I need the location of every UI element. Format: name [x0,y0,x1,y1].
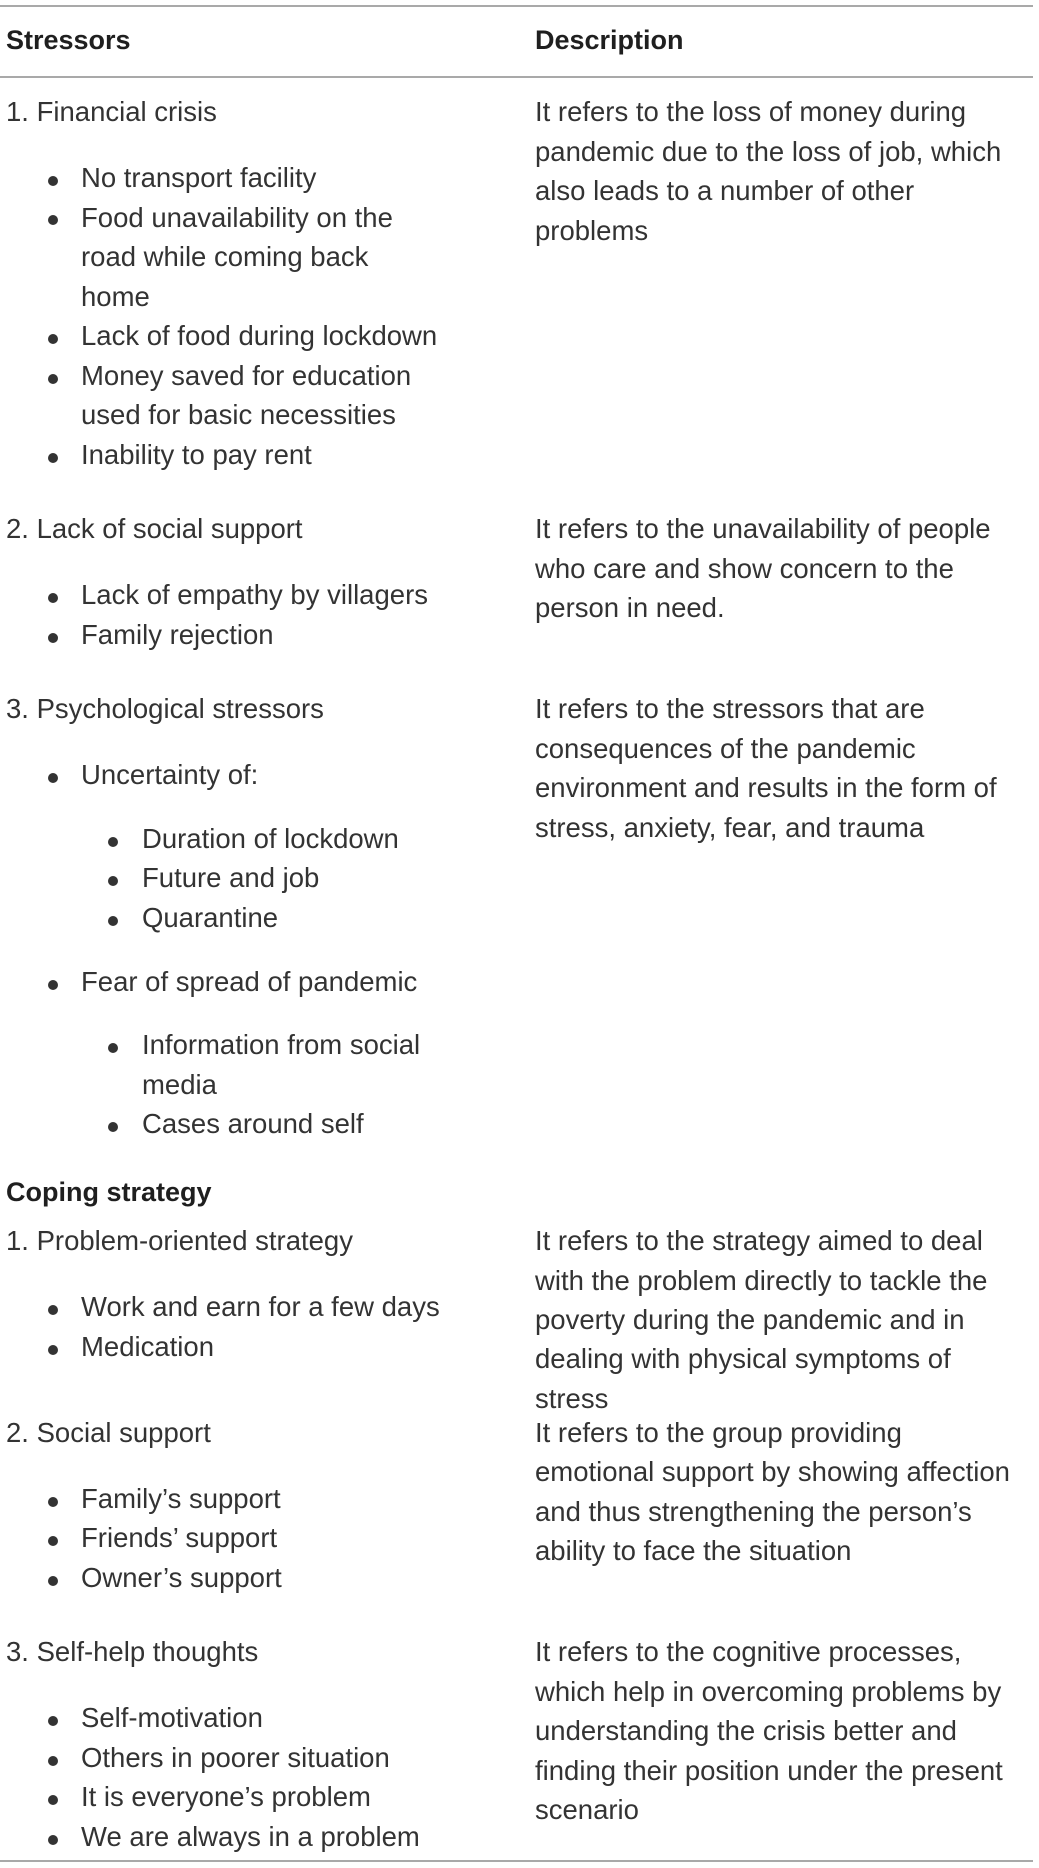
bullet-icon [48,1835,58,1845]
description-line: finding their position under the present [535,1755,1003,1786]
bullet-icon [108,1122,118,1132]
bullet-icon [48,1305,58,1315]
bullet-icon [48,1795,58,1805]
bullet-icon [108,876,118,886]
bullet-icon [48,1716,58,1726]
description-line: with the problem directly to tackle the [535,1265,988,1296]
description-line: pandemic due to the loss of job, which [535,136,1002,167]
description-line: person in need. [535,592,725,623]
list-item: Food unavailability on the [81,202,393,233]
list-item: Money saved for education [81,360,412,391]
description-line: stress [535,1383,609,1414]
bullet-icon [48,1536,58,1546]
sub-list-item: Duration of lockdown [142,823,399,854]
description-line: It refers to the stressors that are [535,693,925,724]
description-line: scenario [535,1794,639,1825]
bullet-icon [48,773,58,783]
header-rule [0,76,1033,78]
description-line: also leads to a number of other [535,175,915,206]
description-line: and thus strengthening the person’s [535,1496,972,1527]
bullet-icon [48,1576,58,1586]
bullet-icon [48,633,58,643]
bullet-icon [48,215,58,225]
stressor-title-psychological-stressors: 3. Psychological stressors [6,693,324,724]
sub-list-item: Quarantine [142,902,279,933]
list-item: Others in poorer situation [81,1742,390,1773]
coping-title-social-support: 2. Social support [6,1417,211,1448]
description-line: which help in overcoming problems by [535,1676,1002,1707]
description-line: dealing with physical symptoms of [535,1343,951,1374]
description-line: It refers to the unavailability of people [535,513,991,544]
description-line: consequences of the pandemic [535,733,916,764]
list-item: Lack of food during lockdown [81,320,438,351]
list-item: Self-motivation [81,1702,263,1733]
bullet-icon [48,453,58,463]
bullet-icon [48,374,58,384]
stressor-title-financial-crisis: 1. Financial crisis [6,96,217,127]
bullet-icon [48,593,58,603]
list-item: Uncertainty of: [81,759,259,790]
description-line: It refers to the group providing [535,1417,902,1448]
list-item: It is everyone’s problem [81,1781,371,1812]
bullet-icon [48,980,58,990]
coping-strategy-heading: Coping strategy [6,1177,212,1207]
header-stressors: Stressors [6,25,131,55]
list-item: Friends’ support [81,1522,278,1553]
bullet-icon [108,837,118,847]
description-line: It refers to the cognitive processes, [535,1636,962,1667]
sub-list-item: Future and job [142,862,320,893]
description-line: understanding the crisis better and [535,1715,957,1746]
sub-list-item: Cases around self [142,1108,364,1139]
bullet-icon [108,1043,118,1053]
list-item: Lack of empathy by villagers [81,579,428,610]
coping-title-self-help-thoughts: 3. Self-help thoughts [6,1636,259,1667]
description-line: who care and show concern to the [535,553,954,584]
description-line: ability to face the situation [535,1535,852,1566]
description-line: problems [535,215,649,246]
list-item: Medication [81,1331,214,1362]
list-item-continued: home [81,281,150,312]
bottom-rule [0,1860,1033,1862]
list-item-continued: road while coming back [81,241,369,272]
stressor-title-lack-of-social-support: 2. Lack of social support [6,513,303,544]
description-line: It refers to the loss of money during [535,96,967,127]
description-line: environment and results in the form of [535,772,997,803]
bullet-icon [48,334,58,344]
list-item: Inability to pay rent [81,439,312,470]
description-line: It refers to the strategy aimed to deal [535,1225,983,1256]
list-item: Owner’s support [81,1562,282,1593]
description-line: emotional support by showing affection [535,1456,1010,1487]
list-item: Work and earn for a few days [81,1291,440,1322]
top-rule [0,5,1033,7]
bullet-icon [48,1345,58,1355]
list-item: We are always in a problem [81,1821,420,1852]
list-item: Fear of spread of pandemic [81,966,418,997]
list-item: No transport facility [81,162,317,193]
list-item: Family’s support [81,1483,281,1514]
sub-list-item: Information from social [142,1029,421,1060]
bullet-icon [48,176,58,186]
coping-title-problem-oriented: 1. Problem-oriented strategy [6,1225,353,1256]
bullet-icon [48,1756,58,1766]
header-description: Description [535,25,684,55]
bullet-icon [48,1497,58,1507]
description-line: stress, anxiety, fear, and trauma [535,812,925,843]
list-item-continued: used for basic necessities [81,399,396,430]
description-line: poverty during the pandemic and in [535,1304,965,1335]
list-item: Family rejection [81,619,274,650]
sub-list-item-continued: media [142,1069,217,1100]
bullet-icon [108,916,118,926]
